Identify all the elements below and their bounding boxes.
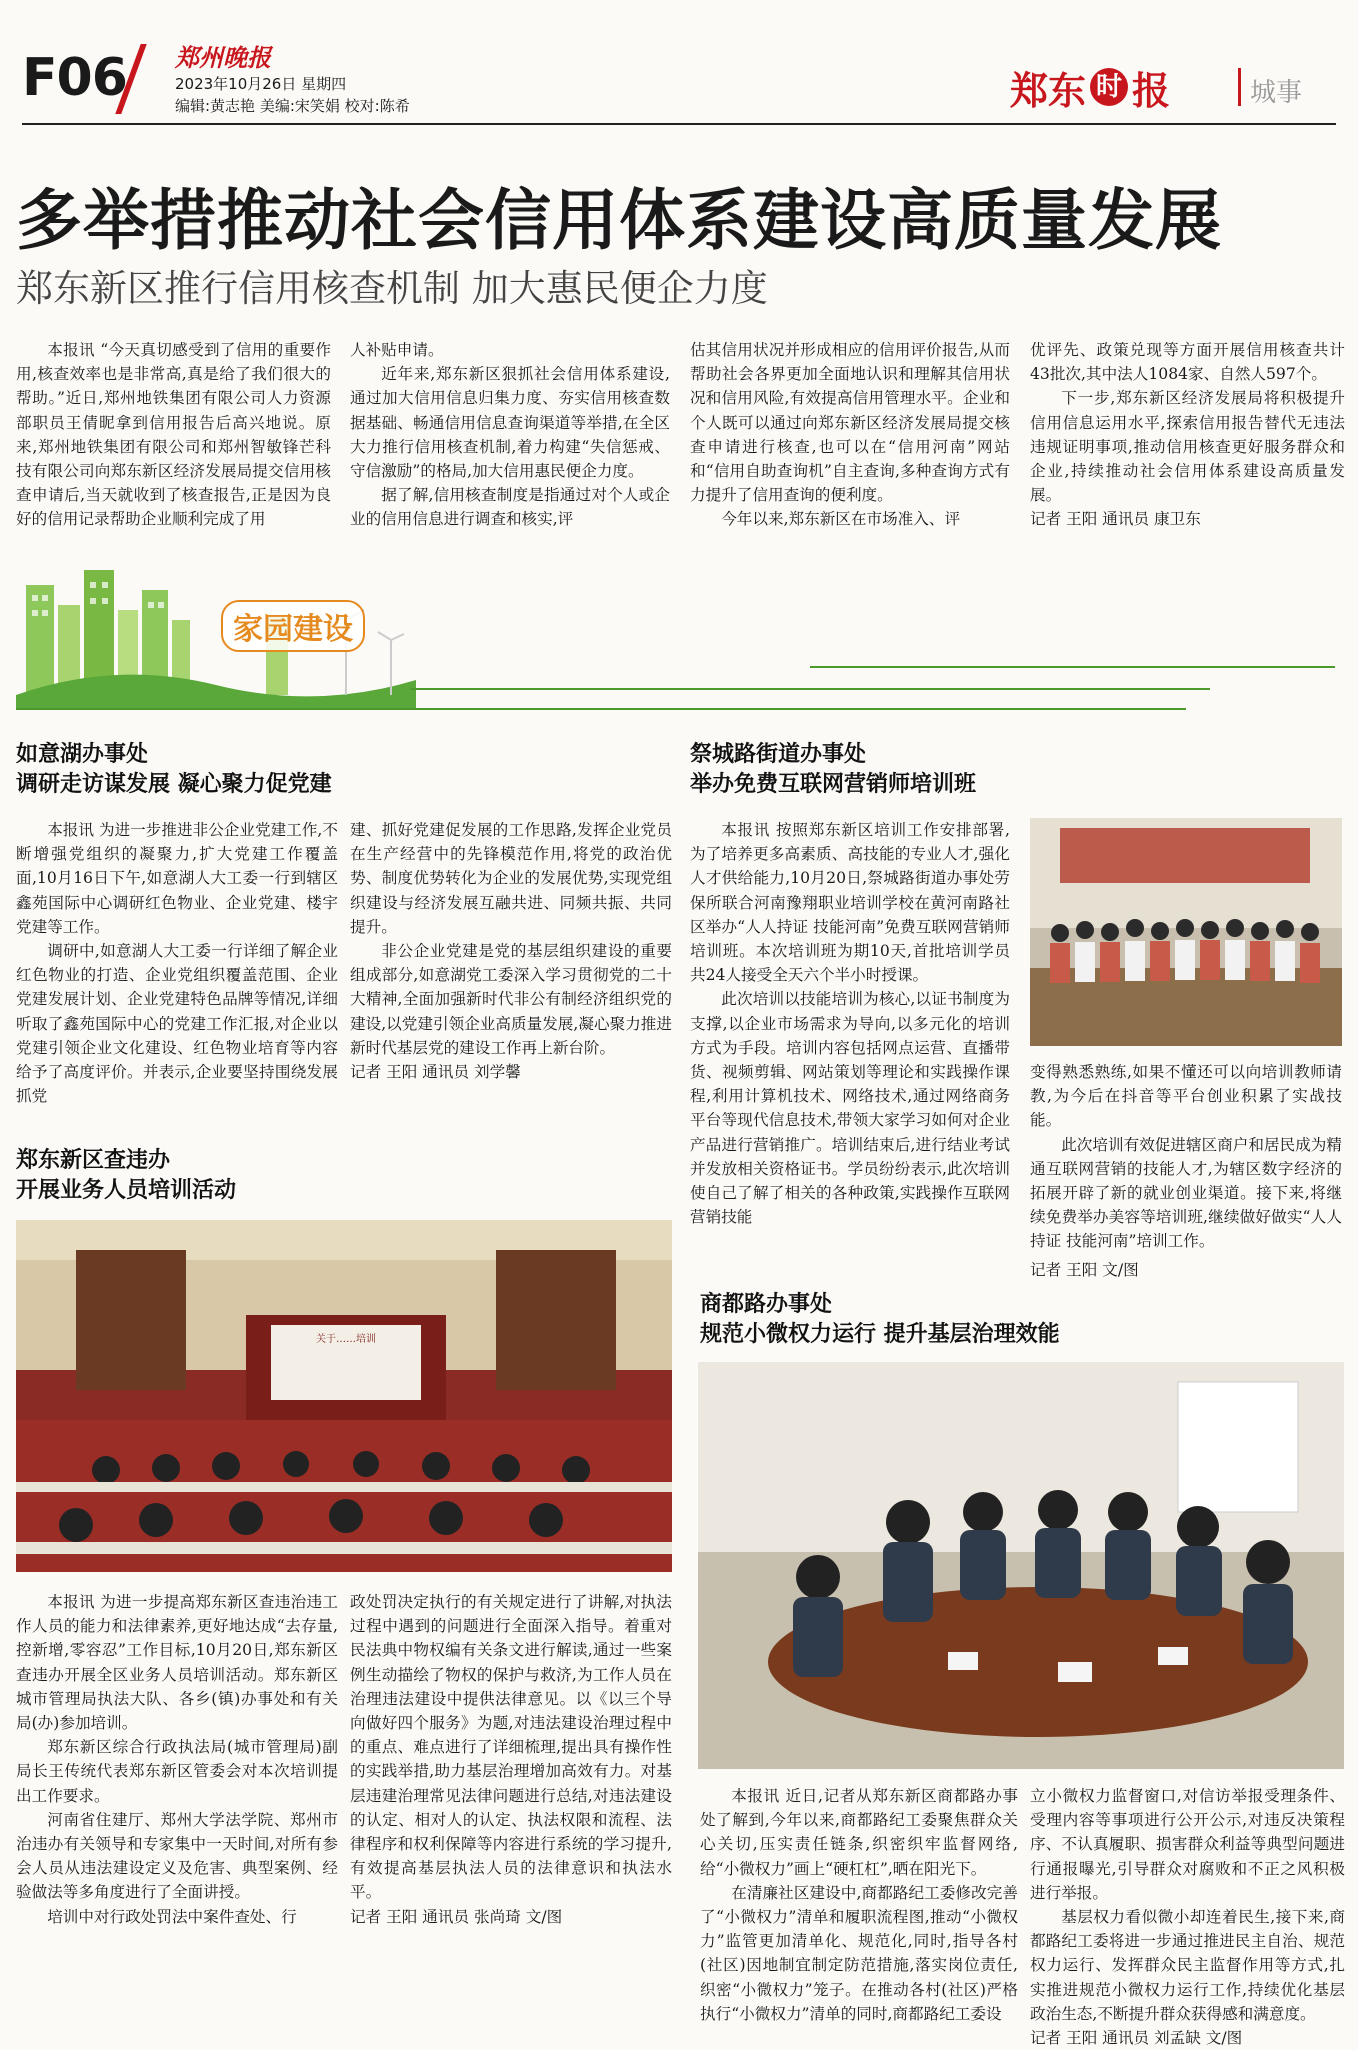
shangdu-c2-p2: 基层权力看似微小却连着民生,接下来,商都路纪工委将进一步通过推进民主自治、规范权力运行、发挥群众民主监督作用等方式,扎实推进规范小微权力运行工作,持续优化基层政治生态,不断提升群众获得感和满意度。	[1030, 1908, 1345, 2023]
editors-line: 编辑:黄志艳 美编:宋笑娟 校对:陈希	[175, 97, 410, 115]
screen-text: 关于……培训	[316, 1334, 376, 1345]
lead-c3-p1: 估其信用状况并形成相应的信用评价报告,从而帮助社会各界更加全面地认识和理解其信用状况和信用风险,有效提高信用管理水平。企业和个人既可以通过向郑东新区经济发展局提交核查申请进行核查,也可以在“信用河南”网站和“信用自助查询机”自主查询,多种查询方式有力提升了信用查询的便利度。	[690, 341, 1010, 505]
ruyihu-col-1	[16, 818, 338, 1108]
lead-c4-p1: 优评先、政策兑现等方面开展信用核查共计43批次,其中法人1084家、自然人597个。	[1030, 341, 1345, 384]
jicheng-title-2: 举办免费互联网营销师培训班	[690, 772, 977, 797]
jicheng-col-2	[1030, 1060, 1342, 1282]
jicheng-c2-p1: 变得熟悉熟练,如果不懂还可以向培训教师请教,为今后在抖音等平台创业积累了实战技能。	[1030, 1063, 1342, 1130]
page-number: F06	[22, 48, 127, 108]
banner-rule-2	[410, 688, 1210, 690]
ruyihu-c2-p2: 非公企业党建是党的基层组织建设的重要组成部分,如意湖党工委深入学习贯彻党的二十大精神,全面加强新时代非公有制经济组织党的建设,以党建引领企业高质量发展,凝心聚力推进新时代基层党的建设工作再上新台阶。	[350, 942, 672, 1057]
ruyihu-c1-p1: 本报讯 为进一步推进非公企业党建工作,不断增强党组织的凝聚力,扩大党建工作覆盖面,10月16日下午,如意湖人大工委一行到辖区鑫苑国际中心调研红色物业、企业党建、楼宇党建等工作。	[16, 821, 338, 936]
shangdu-col-2	[1030, 1784, 1345, 2050]
chacheng-byline: 记者 王阳 通讯员 张尚琦 文/图	[350, 1907, 563, 1926]
lead-c2-p1: 人补贴申请。	[350, 341, 444, 359]
training-conference-photo	[16, 1220, 672, 1572]
chacheng-c1-p1: 本报讯 为进一步提高郑东新区查违治违工作人员的能力和法律素养,更好地达成“去存量,控新增,零容忍”工作目标,10月20日,郑东新区查违办开展全区业务人员培训活动。郑东新区城市管理局执法大队、各乡(镇)办事处和有关局(办)参加培训。	[16, 1593, 338, 1733]
chacheng-c2-p1: 政处罚决定执行的有关规定进行了讲解,对执法过程中遇到的问题进行全面深入指导。着重对民法典中物权编有关条文进行解读,通过一些案例生动描绘了物权的保护与救济,为工作人员在治理违法建设中提供法律意见。以《以三个导向做好四个服务》为题,对违法建设治理过程中的重点、难点进行了详细梳理,提出具有操作性的实践举措,助力基层治理增加高效有力。对基层违建治理常见法律问题进行总结,对违法建设的认定、相对人的认定、执法权限和流程、法律程序和权利保障等内容进行系统的学习提升,有效提高基层执法人员的法律意识和执法水平。	[350, 1593, 672, 1902]
ruyihu-byline: 记者 王阳 通讯员 刘学馨	[350, 1063, 521, 1082]
shangdu-title-1: 商都路办事处	[700, 1292, 833, 1317]
ruyihu-c1-p2: 调研中,如意湖人大工委一行详细了解企业红色物业的打造、企业党组织覆盖范围、企业党建发展计划、企业党建特色品牌等情况,详细听取了鑫苑国际中心的党建工作汇报,对企业以党建引领企业文化建设、红色物业培育等内容给予了高度评价。并表示,企业要坚持围绕发展抓党	[16, 942, 338, 1106]
lead-c4-p2: 下一步,郑东新区经济发展局将积极提升信用信息运用水平,探索信用报告替代无违法违规证明事项,推动信用核查更好服务群众和企业,持续推动社会信用体系建设高质量发展。	[1030, 389, 1345, 505]
group-photo-illustration	[1030, 818, 1342, 1046]
chacheng-c1-p4: 培训中对行政处罚法中案件查处、行	[47, 1907, 297, 1926]
meeting-room-illustration	[698, 1362, 1344, 1769]
jicheng-col-1	[690, 818, 1010, 1229]
lead-col-2	[350, 338, 670, 532]
jicheng-c1-p2: 此次培训以技能培训为核心,以证书制度为支撑,以企业市场需求为导向,以多元化的培训方式为手段。培训内容包括网点运营、直播带货、视频剪辑、网站策划等理论和实践操作课程,利用计算机技术、网络技术,通过网络商务平台等现代信息技术,带领大家学习如何对企业产品进行营销推广。培训结束后,进行结业考试并发放相关资格证书。学员纷纷表示,此次培训使自己了解了相关的各种政策,实践操作互联网营销技能	[690, 990, 1010, 1227]
banner-rule-1	[810, 666, 1335, 668]
brand-right: 报	[1132, 68, 1171, 113]
shangdu-c1-p2: 在清廉社区建设中,商都路纪工委修改完善了“小微权力”清单和履职流程图,推动“小微权力”监管更加清单化、规范化,同时,指导各村(社区)因地制宜制定防范措施,落实岗位责任,织密“小微权力”笼子。在推动各村(社区)严格执行“小微权力”清单的同时,商都路纪工委设	[700, 1883, 1018, 2023]
brand-badge: 时	[1090, 68, 1128, 106]
ruyihu-title-1: 如意湖办事处	[16, 742, 149, 767]
lead-col-3	[690, 338, 1010, 532]
lead-c1-p1: 本报讯 “今天真切感受到了信用的重要作用,核查效率也是非常高,真是给了我们很大的帮助。”近日,郑州地铁集团有限公司人力资源部职员王倩昵拿到信用报告后高兴地说。原来,郑州地铁集团有限公司和郑州智敏锋芒科技有限公司向郑东新区经济发展局提交信用核查申请后,当天就收到了核查报告,正是因为良好的信用记录帮助企业顺利完成了用	[16, 341, 331, 529]
lead-byline: 记者 王阳 通讯员 康卫东	[1030, 510, 1201, 529]
jicheng-byline: 记者 王阳 文/图	[1030, 1260, 1139, 1279]
jicheng-title-1: 祭城路街道办事处	[690, 742, 867, 767]
chacheng-c1-p3: 河南省住建厅、郑州大学法学院、郑州市治违办有关领导和专家集中一天时间,对所有参会人员从违法建设定义及危害、典型案例、经验做法等多角度进行了全面讲授。	[16, 1810, 338, 1902]
ruyihu-c2-p1: 建、抓好党建促发展的工作思路,发挥企业党员在生产经营中的先锋模范作用,将党的政治优势、制度优势转化为企业的发展优势,实现党组织建设与经济发展互融共进、同频共振、共同提升。	[350, 821, 672, 936]
lead-c2-p3: 据了解,信用核查制度是指通过对个人或企业的信用信息进行调查和核实,评	[350, 486, 670, 529]
shangdu-col-1	[700, 1784, 1018, 2026]
chacheng-title-2: 开展业务人员培训活动	[16, 1178, 237, 1203]
meeting-photo	[698, 1362, 1344, 1769]
brand-logo	[1010, 62, 1170, 112]
brand-left: 郑东	[1010, 68, 1087, 113]
jicheng-c2-p2: 此次培训有效促进辖区商户和居民成为精通互联网营销的技能人才,为辖区数字经济的拓展开辟了新的就业创业渠道。接下来,将继续免费举办美容等培训班,继续做好做实“人人持证 技能河南”培训工作。	[1030, 1135, 1342, 1251]
main-subtitle: 郑东新区推行信用核查机制 加大惠民便企力度	[16, 267, 768, 310]
main-headline: 多举措推动社会信用体系建设高质量发展	[16, 182, 1222, 259]
chacheng-c1-p2: 郑东新区综合行政执法局(城市管理局)副局长王传统代表郑东新区管委会对本次培训提出工作要求。	[16, 1738, 338, 1805]
section-name: 城事	[1250, 78, 1303, 108]
training-class-photo	[1030, 818, 1342, 1046]
date-line: 2023年10月26日 星期四	[175, 75, 347, 93]
banner-label: 家园建设	[221, 600, 365, 652]
chacheng-title-1: 郑东新区查违办	[16, 1148, 171, 1173]
paper-name: 郑州晚报	[175, 43, 271, 72]
shangdu-title-2: 规范小微权力运行 提升基层治理效能	[700, 1322, 1060, 1347]
chacheng-col-1	[16, 1590, 338, 1929]
shangdu-c1-p1: 本报讯 近日,记者从郑东新区商都路办事处了解到,今年以来,商都路纪工委聚焦群众关心关切,压实责任链条,织密织牢监督网络,给“小微权力”画上“硬杠杠”,晒在阳光下。	[700, 1787, 1018, 1878]
chacheng-col-2	[350, 1590, 672, 1929]
lead-c2-p2: 近年来,郑东新区狠抓社会信用体系建设,通过加大信用信息归集力度、夯实信用核查数据基础、畅通信用信息查询渠道等举措,在全区大力推行信用核查机制,着力构建“失信惩戒、守信激励”的格局,加大信用惠民便企力度。	[350, 365, 670, 481]
lead-col-1	[16, 338, 331, 532]
header-rule	[22, 123, 1336, 125]
ruyihu-col-2	[350, 818, 672, 1084]
shangdu-byline: 记者 王阳 通讯员 刘孟缺 文/图	[1030, 2029, 1243, 2048]
conference-room-illustration	[16, 1220, 672, 1572]
page-header	[0, 0, 1358, 125]
section-divider	[1238, 68, 1241, 106]
lead-c3-p2: 今年以来,郑东新区在市场准入、评	[721, 510, 961, 529]
lead-col-4	[1030, 338, 1345, 532]
ruyihu-title-2: 调研走访谋发展 凝心聚力促党建	[16, 772, 332, 797]
shangdu-c2-p1: 立小微权力监督窗口,对信访举报受理条件、受理内容等事项进行公开公示,对违反决策程序、不认真履职、损害群众利益等典型问题进行通报曝光,引导群众对腐败和不正之风积极进行举报。	[1030, 1787, 1345, 1902]
green-city-banner	[16, 560, 416, 710]
banner-rule-3	[16, 708, 1186, 710]
jicheng-c1-p1: 本报讯 按照郑东新区培训工作安排部署,为了培养更多高素质、高技能的专业人才,强化人才供给能力,10月20日,祭城路街道办事处劳保所联合河南豫翔职业培训学校在黄河南路社区举办“人人持证 技能河南”免费互联网营销师培训班。本次培训班为期10天,首批培训学员共24人接受全天六个半小时授课。	[690, 821, 1010, 985]
